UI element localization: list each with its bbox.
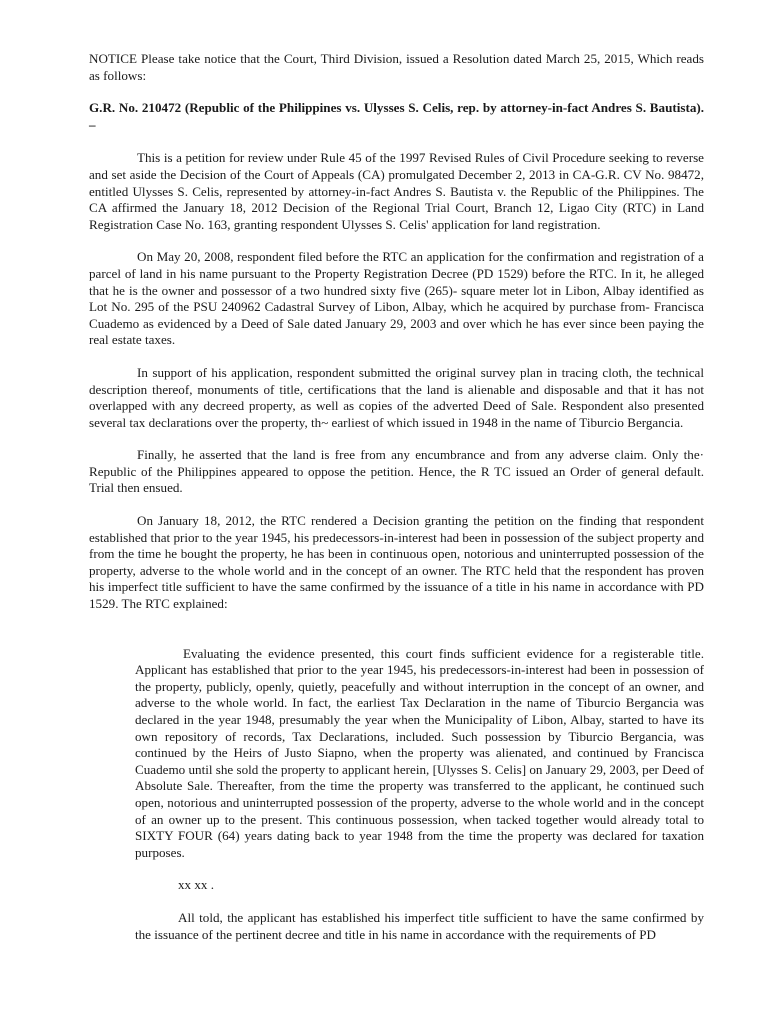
case-caption: G.R. No. 210472 (Republic of the Philippines vs. Ulysses S. Celis, rep. by attorney-in-fact Andres S. Bautista). – bbox=[89, 100, 704, 132]
quote-paragraph: Evaluating the evidence presented, this court finds sufficient evidence for a registerable title. Applicant has established that prior to the year 1945, his predecessors-in-interest had been in possession of the property, publicly, openly, quietly, peacefully and without interruption in the concept of an owner, and adverse to the whole world. In fact, the earliest Tax Declaration in the name of Tiburcio Bergancia was declared in the year 1948, presumably the year when the Municipality of Libon, Albay, started to have its own repository of records, Tax Declarations, included. Such possession by Tiburcio Bergancia, was continued by the Heirs of Justo Siapno, when the property was alienated, and continued by Francisca Cuademo until she sold the property to applicant herein, [Ulysses S. Celis] on January 29, 2003, per Deed of Absolute Sale. Thereafter, from the time the property was transferred to the applicant, he continued such open, notorious and uninterrupted possession of the property, adverse to the whole world and in the concept of an owner up to the present. This continuous possession, when tacked together would already total to SIXTY FOUR (64) years dating back to year 1948 from the time the property was declared for taxation purposes. bbox=[135, 645, 704, 860]
body-paragraph: Finally, he asserted that the land is free from any encumbrance and from any adverse claim. Only the· Republic of the Philippines appeared to oppose the petition. Hence, the R TC issued an Order of general default. Trial then ensued. bbox=[89, 447, 704, 496]
body-paragraph: On January 18, 2012, the RTC rendered a Decision granting the petition on the finding that respondent established that prior to the year 1945, his predecessors-in-interest had been in possession of the subject property and from the time he bought the property, he has been in continuous open, notorious and uninterrupted possession of the property, adverse to the whole world and in the concept of an owner. The RTC held that the respondent has proven his imperfect title sufficient to have the same confirmed by the issuance of a title in his name in accordance with PD 1529. The RTC explained: bbox=[89, 513, 704, 612]
notice-paragraph: NOTICE Please take notice that the Court, Third Division, issued a Resolution dated March 25, 2015, Which reads as follows: bbox=[89, 51, 704, 83]
omission-marker: xx xx . bbox=[178, 877, 215, 893]
spacer bbox=[89, 629, 704, 646]
body-paragraph: On May 20, 2008, respondent filed before the RTC an application for the confirmation and registration of a parcel of land in his name pursuant to the Property Registration Decree (PD 1529) before the RTC. In it, he alleged that he is the owner and possessor of a two hundred sixty five (265)- square meter lot in Libon, Albay identified as Lot No. 295 of the PSU 240962 Cadastral Survey of Libon, Albay, which he acquired by purchase from- Francisca Cuademo as evidenced by a Deed of Sale dated January 29, 2003 and over which he has ever since been paying the real estate taxes. bbox=[89, 249, 704, 348]
body-paragraph: This is a petition for review under Rule 45 of the 1997 Revised Rules of Civil Procedure seeking to reverse and set aside the Decision of the Court of Appeals (CA) promulgated December 2, 2013 in CA-G.R. CV No. 98472, entitled Ulysses S. Celis, represented by attorney-in-fact Andres S. Bautista v. the Republic of the Philippines. The CA affirmed the January 18, 2012 Decision of the Regional Trial Court, Branch 12, Ligao City (RTC) in Land Registration Case No. 163, granting respondent Ulysses S. Celis' application for land registration. bbox=[89, 150, 704, 232]
document-page bbox=[89, 51, 704, 943]
quote-paragraph: All told, the applicant has established his imperfect title sufficient to have the same confirmed by the issuance of the pertinent decree and title in his name in accordance with the requirements of PD bbox=[135, 909, 704, 942]
block-quote bbox=[135, 646, 704, 944]
body-paragraph: In support of his application, respondent submitted the original survey plan in tracing cloth, the technical description thereof, monuments of title, certifications that the land is alienable and disposable and that it has not overlapped with any decreed property, as well as copies of the adverted Deed of Sale. Respondent also presented several tax declarations over the property, th~ earliest of which issued in 1948 in the name of Tiburcio Bergancia. bbox=[89, 364, 704, 430]
